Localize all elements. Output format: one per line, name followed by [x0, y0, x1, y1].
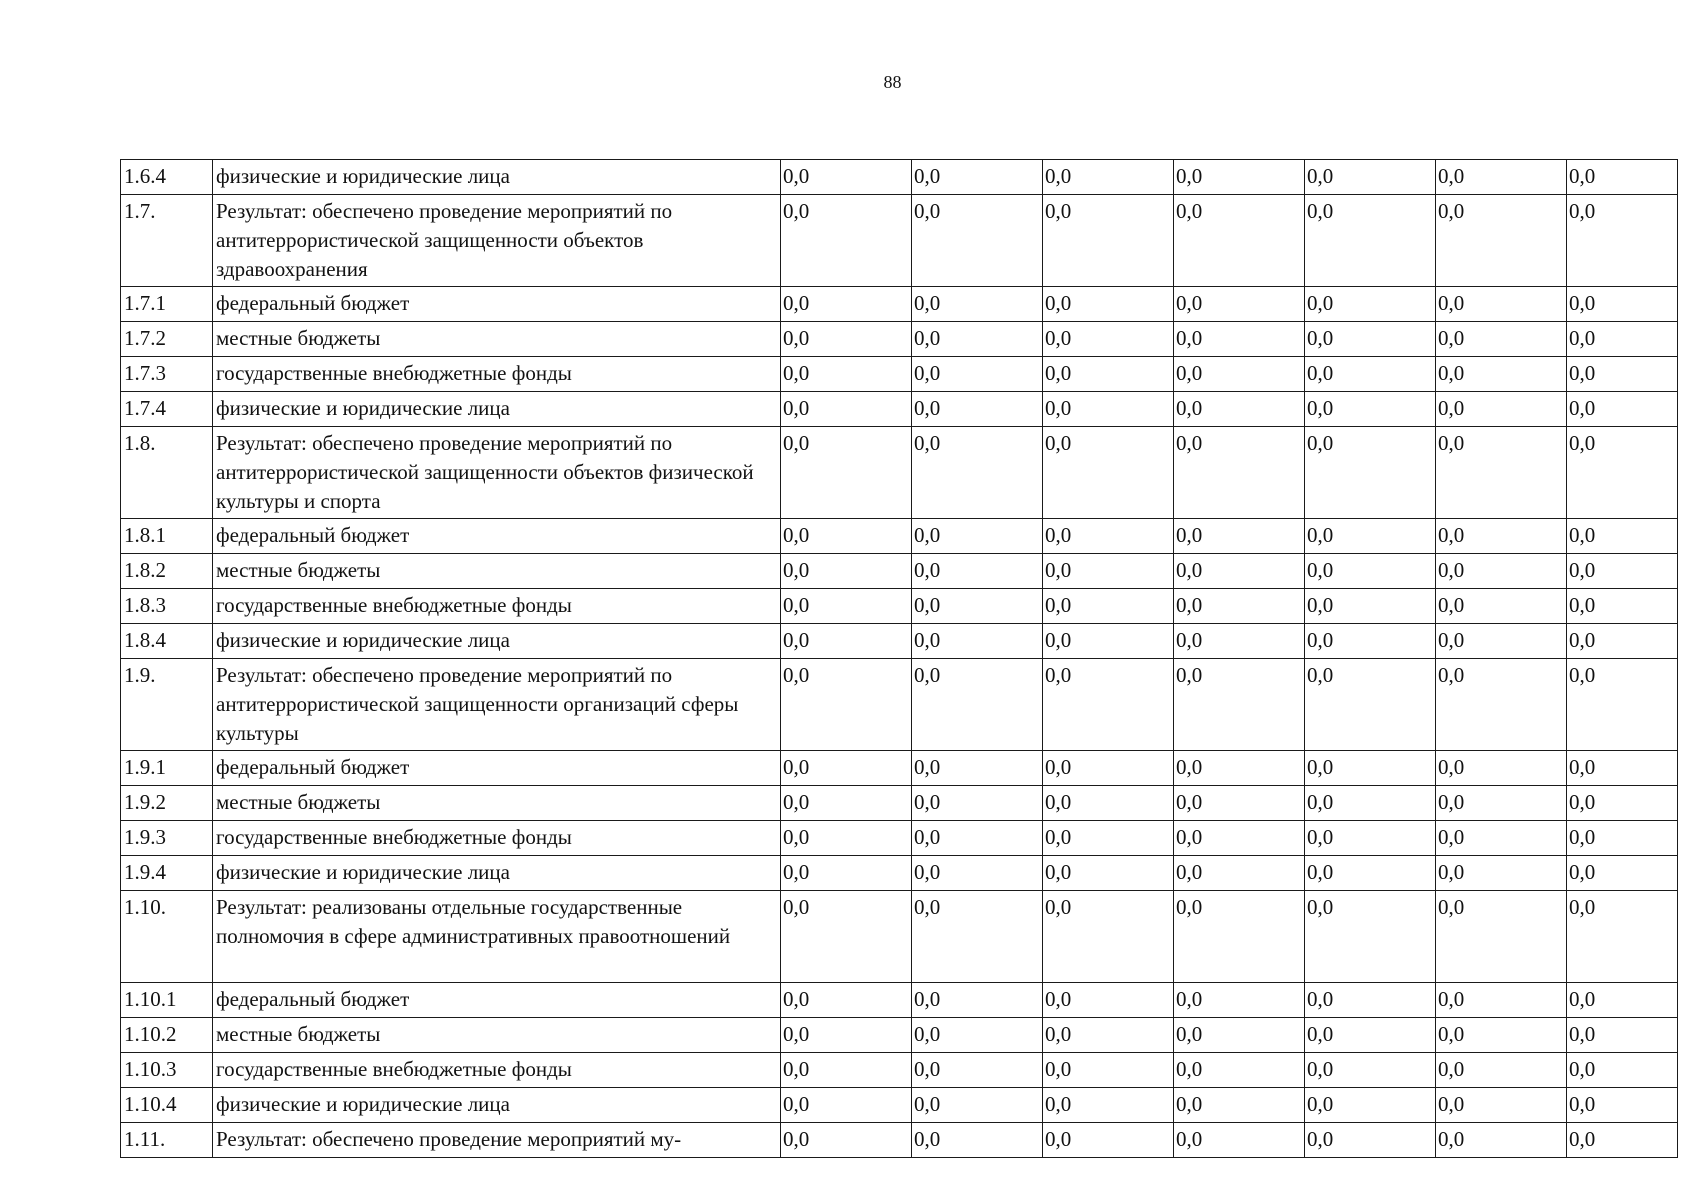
value-cell: 0,0 — [781, 891, 912, 983]
value-cell: 0,0 — [1436, 1123, 1567, 1158]
value-cell: 0,0 — [1436, 1018, 1567, 1053]
row-name-cell: государственные внебюджетные фонды — [213, 589, 781, 624]
page-number: 88 — [883, 72, 902, 92]
value-cell: 0,0 — [1567, 983, 1678, 1018]
table-row — [121, 287, 1678, 322]
row-number-cell: 1.8. — [121, 427, 213, 519]
row-name-cell: физические и юридические лица — [213, 160, 781, 195]
value-cell: 0,0 — [781, 427, 912, 519]
row-number-cell: 1.7. — [121, 195, 213, 287]
table-row — [121, 519, 1678, 554]
value-cell: 0,0 — [781, 983, 912, 1018]
table-row — [121, 983, 1678, 1018]
value-cell: 0,0 — [1567, 659, 1678, 751]
value-cell: 0,0 — [1174, 519, 1305, 554]
value-cell: 0,0 — [1043, 160, 1174, 195]
value-cell: 0,0 — [1305, 195, 1436, 287]
value-cell: 0,0 — [781, 357, 912, 392]
value-cell: 0,0 — [1043, 357, 1174, 392]
row-name-cell: Результат: обеспечено проведение мероприятий по антитеррористической защищенности объектов здравоохранения — [213, 195, 781, 287]
table-row — [121, 554, 1678, 589]
value-cell: 0,0 — [1043, 322, 1174, 357]
value-cell: 0,0 — [781, 659, 912, 751]
value-cell: 0,0 — [1567, 1053, 1678, 1088]
row-name-cell: местные бюджеты — [213, 554, 781, 589]
row-name-cell: физические и юридические лица — [213, 856, 781, 891]
row-name-cell: федеральный бюджет — [213, 519, 781, 554]
value-cell: 0,0 — [912, 1123, 1043, 1158]
value-cell: 0,0 — [781, 195, 912, 287]
value-cell: 0,0 — [1305, 891, 1436, 983]
value-cell: 0,0 — [1305, 392, 1436, 427]
value-cell: 0,0 — [1043, 519, 1174, 554]
value-cell: 0,0 — [912, 357, 1043, 392]
value-cell: 0,0 — [1305, 786, 1436, 821]
value-cell: 0,0 — [912, 983, 1043, 1018]
row-number-cell: 1.7.3 — [121, 357, 213, 392]
row-name-cell: федеральный бюджет — [213, 287, 781, 322]
row-name-cell: Результат: реализованы отдельные государственные полномочия в сфере административных правоотношений — [213, 891, 781, 983]
row-number-cell: 1.10.1 — [121, 983, 213, 1018]
value-cell: 0,0 — [1174, 786, 1305, 821]
value-cell: 0,0 — [781, 287, 912, 322]
value-cell: 0,0 — [1305, 160, 1436, 195]
value-cell: 0,0 — [912, 659, 1043, 751]
value-cell: 0,0 — [1043, 392, 1174, 427]
row-number-cell: 1.8.2 — [121, 554, 213, 589]
value-cell: 0,0 — [781, 392, 912, 427]
row-number-cell: 1.10.2 — [121, 1018, 213, 1053]
value-cell: 0,0 — [1174, 751, 1305, 786]
value-cell: 0,0 — [1043, 983, 1174, 1018]
value-cell: 0,0 — [1436, 659, 1567, 751]
value-cell: 0,0 — [912, 891, 1043, 983]
table-row — [121, 357, 1678, 392]
value-cell: 0,0 — [912, 554, 1043, 589]
value-cell: 0,0 — [1174, 1088, 1305, 1123]
row-name-cell: физические и юридические лица — [213, 624, 781, 659]
value-cell: 0,0 — [781, 821, 912, 856]
value-cell: 0,0 — [1174, 589, 1305, 624]
value-cell: 0,0 — [1174, 554, 1305, 589]
value-cell: 0,0 — [1567, 554, 1678, 589]
value-cell: 0,0 — [1436, 589, 1567, 624]
value-cell: 0,0 — [912, 786, 1043, 821]
row-name-cell: Результат: обеспечено проведение мероприятий по антитеррористической защищенности организаций сферы культуры — [213, 659, 781, 751]
value-cell: 0,0 — [1043, 786, 1174, 821]
value-cell: 0,0 — [781, 1088, 912, 1123]
value-cell: 0,0 — [781, 1123, 912, 1158]
value-cell: 0,0 — [1567, 427, 1678, 519]
value-cell: 0,0 — [1436, 891, 1567, 983]
row-name-cell: федеральный бюджет — [213, 751, 781, 786]
row-number-cell: 1.8.4 — [121, 624, 213, 659]
value-cell: 0,0 — [1567, 891, 1678, 983]
value-cell: 0,0 — [1174, 1018, 1305, 1053]
value-cell: 0,0 — [1043, 287, 1174, 322]
value-cell: 0,0 — [1174, 160, 1305, 195]
table-body — [121, 160, 1678, 1158]
value-cell: 0,0 — [781, 751, 912, 786]
value-cell: 0,0 — [781, 1053, 912, 1088]
table-row — [121, 392, 1678, 427]
row-number-cell: 1.9.3 — [121, 821, 213, 856]
row-number-cell: 1.6.4 — [121, 160, 213, 195]
value-cell: 0,0 — [1436, 751, 1567, 786]
value-cell: 0,0 — [1043, 1088, 1174, 1123]
value-cell: 0,0 — [1043, 821, 1174, 856]
value-cell: 0,0 — [1174, 1053, 1305, 1088]
row-name-cell: Результат: обеспечено проведение мероприятий му- — [213, 1123, 781, 1158]
row-number-cell: 1.10.3 — [121, 1053, 213, 1088]
value-cell: 0,0 — [1174, 821, 1305, 856]
value-cell: 0,0 — [912, 287, 1043, 322]
value-cell: 0,0 — [1305, 554, 1436, 589]
value-cell: 0,0 — [1567, 1018, 1678, 1053]
row-name-cell: физические и юридические лица — [213, 1088, 781, 1123]
value-cell: 0,0 — [1305, 322, 1436, 357]
row-number-cell: 1.7.4 — [121, 392, 213, 427]
row-name-cell: федеральный бюджет — [213, 983, 781, 1018]
value-cell: 0,0 — [912, 856, 1043, 891]
row-number-cell: 1.10.4 — [121, 1088, 213, 1123]
value-cell: 0,0 — [781, 856, 912, 891]
value-cell: 0,0 — [1436, 427, 1567, 519]
value-cell: 0,0 — [912, 821, 1043, 856]
value-cell: 0,0 — [1567, 519, 1678, 554]
table-row — [121, 589, 1678, 624]
value-cell: 0,0 — [1043, 427, 1174, 519]
value-cell: 0,0 — [781, 519, 912, 554]
value-cell: 0,0 — [1174, 195, 1305, 287]
value-cell: 0,0 — [1567, 160, 1678, 195]
value-cell: 0,0 — [1305, 983, 1436, 1018]
value-cell: 0,0 — [912, 519, 1043, 554]
table-row — [121, 322, 1678, 357]
value-cell: 0,0 — [1567, 1123, 1678, 1158]
value-cell: 0,0 — [1567, 589, 1678, 624]
table-row — [121, 751, 1678, 786]
table-row — [121, 891, 1678, 983]
budget-table — [120, 159, 1678, 1158]
value-cell: 0,0 — [912, 1018, 1043, 1053]
row-number-cell: 1.9.1 — [121, 751, 213, 786]
value-cell: 0,0 — [1305, 659, 1436, 751]
value-cell: 0,0 — [1436, 554, 1567, 589]
row-name-cell: местные бюджеты — [213, 322, 781, 357]
value-cell: 0,0 — [1305, 519, 1436, 554]
table-row — [121, 1053, 1678, 1088]
value-cell: 0,0 — [1305, 1018, 1436, 1053]
value-cell: 0,0 — [1305, 357, 1436, 392]
table-row — [121, 195, 1678, 287]
value-cell: 0,0 — [912, 624, 1043, 659]
value-cell: 0,0 — [912, 392, 1043, 427]
row-name-cell: местные бюджеты — [213, 1018, 781, 1053]
value-cell: 0,0 — [1043, 554, 1174, 589]
value-cell: 0,0 — [1043, 751, 1174, 786]
value-cell: 0,0 — [1174, 856, 1305, 891]
value-cell: 0,0 — [1174, 891, 1305, 983]
value-cell: 0,0 — [1305, 856, 1436, 891]
value-cell: 0,0 — [1043, 891, 1174, 983]
row-name-cell: Результат: обеспечено проведение мероприятий по антитеррористической защищенности объектов физической культуры и спорта — [213, 427, 781, 519]
value-cell: 0,0 — [1305, 1088, 1436, 1123]
value-cell: 0,0 — [1436, 786, 1567, 821]
table-row — [121, 1123, 1678, 1158]
value-cell: 0,0 — [781, 1018, 912, 1053]
value-cell: 0,0 — [1436, 1088, 1567, 1123]
value-cell: 0,0 — [1305, 751, 1436, 786]
value-cell: 0,0 — [1174, 659, 1305, 751]
value-cell: 0,0 — [912, 1088, 1043, 1123]
value-cell: 0,0 — [1436, 856, 1567, 891]
table-row — [121, 786, 1678, 821]
row-number-cell: 1.8.3 — [121, 589, 213, 624]
value-cell: 0,0 — [1174, 1123, 1305, 1158]
value-cell: 0,0 — [1567, 624, 1678, 659]
value-cell: 0,0 — [1174, 624, 1305, 659]
value-cell: 0,0 — [781, 624, 912, 659]
value-cell: 0,0 — [912, 322, 1043, 357]
row-number-cell: 1.8.1 — [121, 519, 213, 554]
row-name-cell: государственные внебюджетные фонды — [213, 357, 781, 392]
value-cell: 0,0 — [781, 589, 912, 624]
value-cell: 0,0 — [1436, 160, 1567, 195]
value-cell: 0,0 — [1567, 357, 1678, 392]
row-name-cell: физические и юридические лица — [213, 392, 781, 427]
value-cell: 0,0 — [1436, 195, 1567, 287]
value-cell: 0,0 — [1305, 1123, 1436, 1158]
value-cell: 0,0 — [1174, 322, 1305, 357]
value-cell: 0,0 — [1305, 427, 1436, 519]
row-name-cell: государственные внебюджетные фонды — [213, 821, 781, 856]
value-cell: 0,0 — [1436, 322, 1567, 357]
value-cell: 0,0 — [912, 160, 1043, 195]
value-cell: 0,0 — [1567, 392, 1678, 427]
row-name-cell: государственные внебюджетные фонды — [213, 1053, 781, 1088]
value-cell: 0,0 — [1436, 287, 1567, 322]
table-row — [121, 427, 1678, 519]
value-cell: 0,0 — [1436, 1053, 1567, 1088]
value-cell: 0,0 — [1567, 322, 1678, 357]
value-cell: 0,0 — [1043, 1053, 1174, 1088]
value-cell: 0,0 — [1305, 624, 1436, 659]
row-name-cell: местные бюджеты — [213, 786, 781, 821]
value-cell: 0,0 — [912, 751, 1043, 786]
table-row — [121, 1018, 1678, 1053]
value-cell: 0,0 — [1174, 357, 1305, 392]
value-cell: 0,0 — [1567, 751, 1678, 786]
value-cell: 0,0 — [1043, 659, 1174, 751]
value-cell: 0,0 — [1436, 519, 1567, 554]
value-cell: 0,0 — [1305, 287, 1436, 322]
value-cell: 0,0 — [1043, 195, 1174, 287]
value-cell: 0,0 — [1043, 624, 1174, 659]
value-cell: 0,0 — [781, 160, 912, 195]
value-cell: 0,0 — [1436, 392, 1567, 427]
value-cell: 0,0 — [1436, 357, 1567, 392]
table-row — [121, 1088, 1678, 1123]
row-number-cell: 1.7.2 — [121, 322, 213, 357]
table-row — [121, 856, 1678, 891]
value-cell: 0,0 — [781, 786, 912, 821]
value-cell: 0,0 — [1567, 1088, 1678, 1123]
row-number-cell: 1.9.2 — [121, 786, 213, 821]
value-cell: 0,0 — [1567, 821, 1678, 856]
value-cell: 0,0 — [1567, 856, 1678, 891]
value-cell: 0,0 — [1043, 1123, 1174, 1158]
table-row — [121, 821, 1678, 856]
row-number-cell: 1.9. — [121, 659, 213, 751]
value-cell: 0,0 — [1174, 427, 1305, 519]
value-cell: 0,0 — [912, 1053, 1043, 1088]
value-cell: 0,0 — [1305, 821, 1436, 856]
value-cell: 0,0 — [1567, 287, 1678, 322]
row-number-cell: 1.9.4 — [121, 856, 213, 891]
value-cell: 0,0 — [1436, 624, 1567, 659]
row-number-cell: 1.10. — [121, 891, 213, 983]
value-cell: 0,0 — [1567, 195, 1678, 287]
value-cell: 0,0 — [1043, 1018, 1174, 1053]
table-row — [121, 659, 1678, 751]
value-cell: 0,0 — [1174, 392, 1305, 427]
value-cell: 0,0 — [912, 195, 1043, 287]
value-cell: 0,0 — [1305, 1053, 1436, 1088]
value-cell: 0,0 — [781, 322, 912, 357]
value-cell: 0,0 — [912, 427, 1043, 519]
value-cell: 0,0 — [1305, 589, 1436, 624]
value-cell: 0,0 — [1043, 856, 1174, 891]
row-number-cell: 1.7.1 — [121, 287, 213, 322]
row-number-cell: 1.11. — [121, 1123, 213, 1158]
value-cell: 0,0 — [1174, 287, 1305, 322]
value-cell: 0,0 — [1043, 589, 1174, 624]
value-cell: 0,0 — [912, 589, 1043, 624]
value-cell: 0,0 — [1567, 786, 1678, 821]
value-cell: 0,0 — [1174, 983, 1305, 1018]
table-row — [121, 160, 1678, 195]
value-cell: 0,0 — [781, 554, 912, 589]
value-cell: 0,0 — [1436, 821, 1567, 856]
table-row — [121, 624, 1678, 659]
value-cell: 0,0 — [1436, 983, 1567, 1018]
